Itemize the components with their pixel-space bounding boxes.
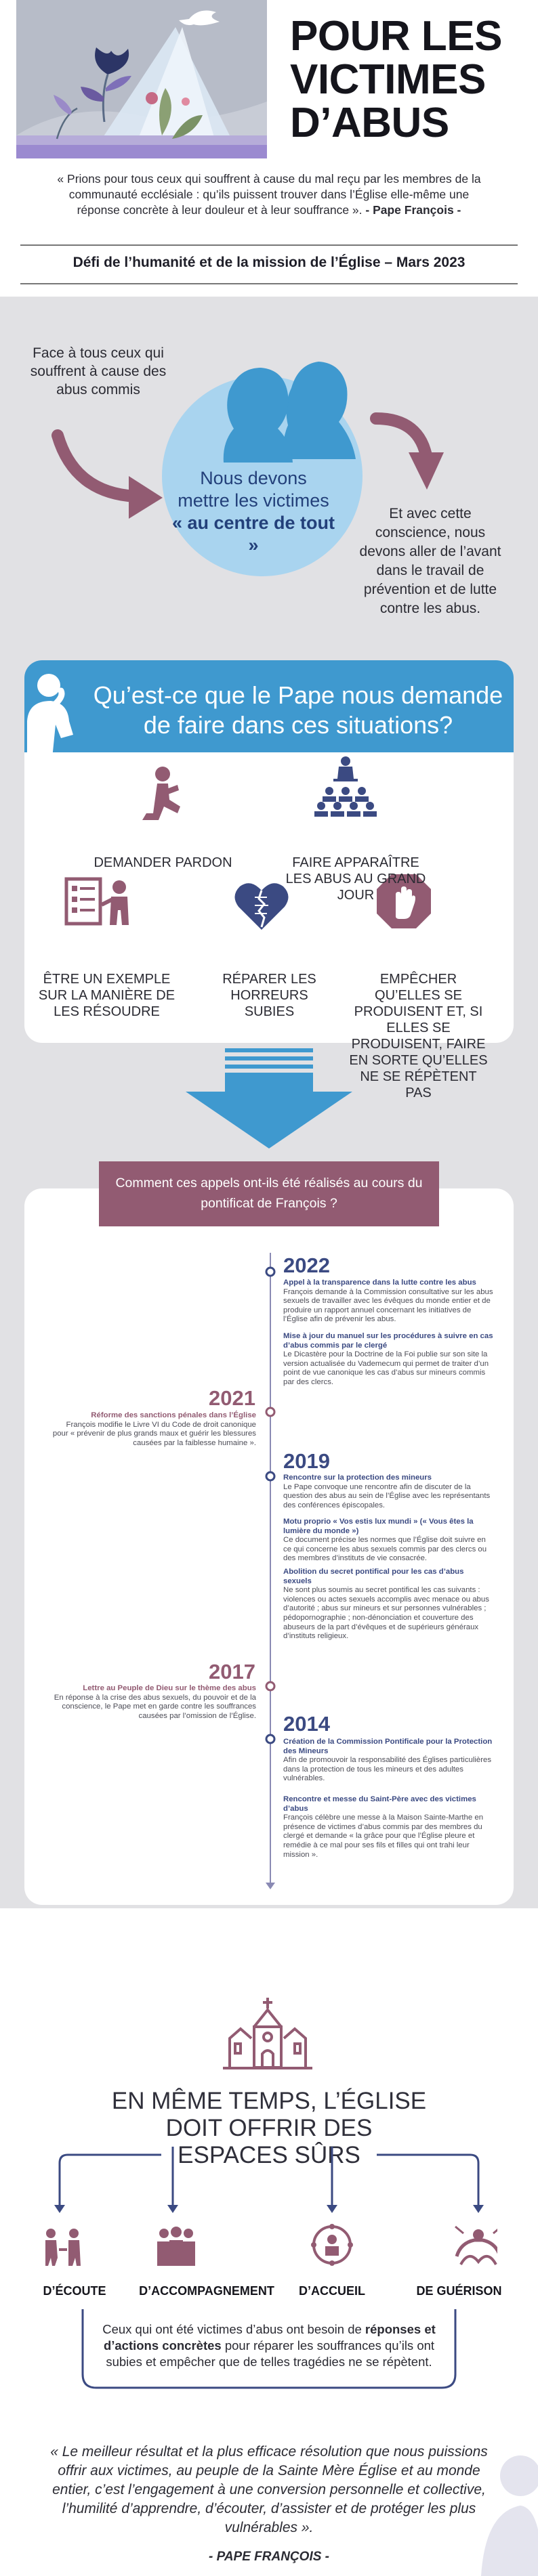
timeline-banner-text: Comment ces appels ont-ils été réalisés au cours du pontificat de François ? <box>115 1176 423 1211</box>
year-label: 2021 <box>209 1386 255 1410</box>
circle-line: mettre les victimes <box>178 490 329 511</box>
timeline-event <box>283 1795 493 1860</box>
title-line: D’ABUS <box>290 100 449 146</box>
timeline-event <box>283 1568 493 1641</box>
event-text: Ne sont plus soumis au secret pontifical les cas suivants : violences ou actes sexuels accomplis avec menace ou abus d’autorité ; abus sur mineurs et sur personnes vulnérables ; pédopornographie ; non-dénonciation et couverture des abuseurs de la part d’évêques et de supérieurs généraux d’instituts religieux. <box>283 1586 489 1641</box>
quote-text: « Prions pour tous ceux qui souffrent à cause du mal reçu par les membres de la communauté ecclésiale : qu’ils puissent trouver dans l’Église elle-même une réponse concrète à leur douleur et à leur souffrance ». <box>57 172 481 217</box>
divider <box>20 283 518 284</box>
church-icon <box>220 1996 315 2071</box>
callout-text <box>87 2321 451 2370</box>
event-text: Ce document précise les normes que l’Église doit suivre en ce qui concerne les abus sexuels commis par des clercs ou des membres d’instituts de vie consacrée. <box>283 1536 487 1563</box>
event-title: Création de la Commission Pontificale pour la Protection des Mineurs <box>283 1738 493 1755</box>
timeline-dot <box>266 1735 274 1743</box>
space-label: D’ACCUEIL <box>299 2284 365 2298</box>
year-label: 2022 <box>283 1253 330 1277</box>
heads-silhouette-icon <box>224 362 356 463</box>
timeline-event <box>49 1684 256 1721</box>
timeline-dot <box>266 1268 274 1276</box>
timeline-dot <box>266 1408 274 1416</box>
circle-emphasis: « au centre de tout » <box>171 513 335 555</box>
action-label: FAIRE APPARAÎTRE LES ABUS AU GRAND JOUR <box>285 855 426 903</box>
title-line: VICTIMES <box>290 56 486 103</box>
event-text: François modifie le Livre VI du Code de droit canonique pour « prévenir de plus grands maux et guérir les blessures causées par la faiblesse humaine ». <box>52 1420 256 1447</box>
divider <box>20 244 518 246</box>
intro-right-text: Et avec cette conscience, nous devons aller de l’avant dans le travail de prévention et de lutte contre les abus. <box>359 506 501 616</box>
circle-text <box>171 467 336 557</box>
welcoming-circle-icon <box>311 2224 353 2266</box>
accompanying-group-icon <box>157 2227 195 2266</box>
timeline-event <box>283 1738 493 1784</box>
timeline-event <box>283 1474 493 1510</box>
spaces-graphic <box>41 2147 497 2282</box>
callout-part: pour réparer les souffrances qu’ils ont subies et empêcher que de telles tragédies ne se répètent. <box>106 2338 435 2369</box>
event-title: Lettre au Peuple de Dieu sur le thème des abus <box>83 1684 256 1692</box>
year-label: 2014 <box>283 1712 330 1736</box>
closing-quote: « Le meilleur résultat et la plus efficace résolution que nous puissions offrir aux victimes, au peuple de la Sainte Mère Église et au monde entier, c’est l’engagement à une conversion personnelle et collective, l’humilité d’apprendre, d’écouter, d’assister et de protéger les plus vulnérables ». <box>50 2444 488 2535</box>
conference-audience-icon <box>314 756 377 817</box>
title-line: POUR LES <box>290 13 502 60</box>
space-label: D’ACCOMPAGNEMENT <box>139 2284 274 2298</box>
event-title: Réforme des sanctions pénales dans l’Église <box>91 1411 256 1419</box>
event-text: En réponse à la crise des abus sexuels, du pouvoir et de la conscience, le Pape met en garde contre les souffrances causées par l’omission de l’Église. <box>54 1693 256 1720</box>
callout-part: Ceux qui ont été victimes d’abus ont besoin de <box>102 2322 365 2336</box>
big-down-arrow-icon <box>182 1043 358 1151</box>
event-title: Motu proprio « Vos estis lux mundi » (« Vous êtes la lumière du monde ») <box>283 1518 474 1535</box>
action-label: EMPÊCHER QU’ELLES SE PRODUISENT ET, SI ELLES SE PRODUISENT, FAIRE EN SORTE QU’ELLES NE SE RÉPÈTENT PAS <box>349 972 488 1100</box>
closing-author: - PAPE FRANÇOIS - <box>208 2550 330 2564</box>
action-label: ÊTRE UN EXEMPLE SUR LA MANIÈRE DE LES RÉSOUDRE <box>38 972 175 1019</box>
event-title: Rencontre sur la protection des mineurs <box>283 1474 432 1482</box>
timeline-event <box>283 1518 493 1564</box>
subtitle: Défi de l’humanité et de la mission de l’Église – Mars 2023 <box>73 255 465 270</box>
year-label: 2019 <box>283 1449 330 1473</box>
action-label: RÉPARER LES HORREURS SUBIES <box>222 972 316 1019</box>
event-title: Abolition du secret pontifical pour les cas d’abus sexuels <box>283 1568 464 1585</box>
event-text: Le Pape convoque une rencontre afin de discuter de la question des abus au sein de l’Église avec les représentants des conférences épiscopales. <box>283 1482 491 1509</box>
timeline-event <box>283 1332 493 1388</box>
listening-people-icon <box>45 2229 81 2266</box>
timeline-event <box>283 1279 493 1325</box>
event-text: François célèbre une messe à la Maison Sainte-Marthe en présence de victimes d’abus commis par des membres du clergé et demande « la grâce pour que l’Église pleure et remédie à ce mal pour ses fils et filles qui ont trahi leur mission ». <box>283 1813 484 1859</box>
event-text: François demande à la Commission consultative sur les abus sexuels de travailler avec les évêques du monde entier et de produire un rapport annuel concernant les initiatives de l’Église afin de prévenir les abus. <box>283 1287 493 1324</box>
page-title <box>290 15 520 145</box>
event-text: Le Dicastère pour la Doctrine de la Foi publie sur son site la version actualisée du Vademecum qui permet de traiter d’un point de vue canonique les cas d’abus sur mineurs commis par des clercs. <box>283 1350 489 1386</box>
quote-author: - Pape François - <box>362 203 461 217</box>
kneeling-person-icon <box>142 767 180 820</box>
safe-spaces-title: EN MÊME TEMPS, L’ÉGLISE DOIT OFFRIR DES ESPACES SÛRS <box>111 2088 427 2168</box>
intro-left-text: Face à tous ceux qui souffrent à cause des abus commis <box>30 345 167 398</box>
callout-emphasis: réponses et d’actions concrètes <box>103 2322 436 2353</box>
header-illustration <box>16 0 267 163</box>
curved-arrow-left-icon <box>58 435 163 519</box>
event-text: Afin de promouvoir la responsabilité des Églises particulières dans la protection de tous les mineurs et des adultes vulnérables. <box>283 1756 492 1783</box>
timeline-dot <box>266 1472 274 1480</box>
event-title: Appel à la transparence dans la lutte contre les abus <box>283 1279 476 1287</box>
stitched-heart-icon <box>234 883 288 930</box>
year-label: 2017 <box>209 1660 255 1683</box>
curved-arrow-right-icon <box>376 418 444 490</box>
circle-line: Nous devons <box>200 468 307 488</box>
action-label: DEMANDER PARDON <box>94 855 232 870</box>
pope-quote <box>54 171 484 218</box>
event-title: Mise à jour du manuel sur les procédures à suivre en cas d’abus commis par le clergé <box>283 1332 493 1350</box>
timeline-event <box>49 1411 256 1448</box>
event-title: Rencontre et messe du Saint-Père avec des victimes d’abus <box>283 1795 476 1813</box>
space-label: D’ÉCOUTE <box>43 2284 106 2298</box>
checklist-person-icon <box>66 879 129 925</box>
space-label: DE GUÉRISON <box>416 2284 502 2298</box>
healing-hands-icon <box>455 2227 497 2264</box>
question-text: Qu’est-ce que le Pape nous demande de faire dans ces situations? <box>93 681 503 739</box>
timeline-dot <box>266 1682 274 1690</box>
